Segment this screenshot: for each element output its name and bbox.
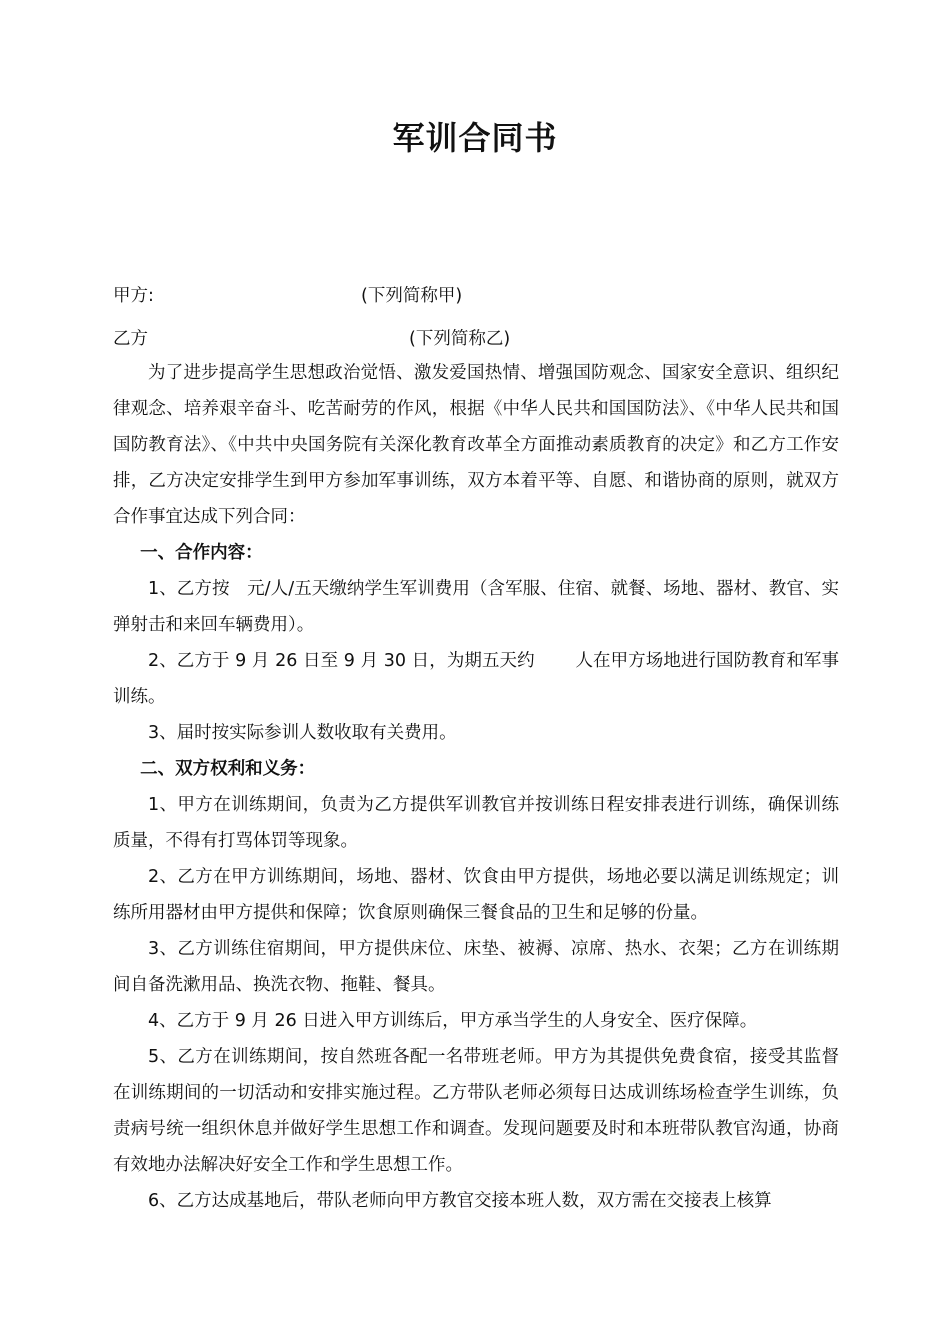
clause-2-3: 3、乙方训练住宿期间，甲方提供床位、床垫、被褥、凉席、热水、衣架；乙方在训练期间自备洗漱用品、换洗衣物、拖鞋、餐具。 [113,939,839,995]
party-a-label: 甲方: [113,286,154,306]
section-heading-rights: 二、双方权利和义务： [140,759,316,779]
clause-1-3: 3、届时按实际参训人数收取有关费用。 [148,723,457,743]
clause-2-1: 1、甲方在训练期间，负责为乙方提供军训教官并按训练日程安排表进行训练，确保训练质量，不得有打骂体罚等现象。 [113,795,839,851]
section-heading-cooperation: 一、合作内容： [140,543,263,563]
clause-2-4: 4、乙方于 9 月 26 日进入甲方训练后，甲方承当学生的人身安全、医疗保障。 [148,1011,758,1031]
intro-paragraph: 为了进步提高学生思想政治觉悟、激发爱国热情、增强国防观念、国家安全意识、组织纪律观念、培养艰辛奋斗、吃苦耐劳的作风，根据《中华人民共和国国防法》、《中华人民共和国国防教育法》、《中共中央国务院有关深化教育改革全方面推动素质教育的决定》和乙方工作安排，乙方决定安排学生到甲方参加军事训练，双方本着平等、自愿、和谐协商的原则，就双方合作事宜达成下列合同： [113,363,839,527]
clause-2-5: 5、乙方在训练期间，按自然班各配一名带班老师。甲方为其提供免费食宿，接受其监督在训练期间的一切活动和安排实施过程。乙方带队老师必须每日达成训练场检查学生训练，负责病号统一组织休息并做好学生思想工作和调查。发现问题要及时和本班带队教官沟通，协商有效地办法解决好安全工作和学生思想工作。 [113,1047,839,1175]
document-title: 军训合同书 [392,119,558,157]
clause-1-1: 1、乙方按 元/人/五天缴纳学生军训费用（含军服、住宿、就餐、场地、器材、教官、实弹射击和来回车辆费用）。 [113,579,839,635]
clause-1-2: 2、乙方于 9 月 26 日至 9 月 30 日，为期五天约 人在甲方场地进行国防教育和军事训练。 [113,651,839,707]
clause-2-2: 2、乙方在甲方训练期间，场地、器材、饮食由甲方提供，场地必要以满足训练规定；训练所用器材由甲方提供和保障；饮食原则确保三餐食品的卫生和足够的份量。 [113,867,839,923]
party-a-line [113,284,463,308]
clause-2-6: 6、乙方达成基地后，带队老师向甲方教官交接本班人数，双方需在交接表上核算 [148,1191,772,1211]
party-b-note: (下列简称乙) [409,329,511,349]
party-a-note: (下列简称甲) [361,286,463,306]
contract-body [113,355,839,1219]
party-b-label: 乙方 [113,329,148,349]
party-b-line [113,327,511,351]
